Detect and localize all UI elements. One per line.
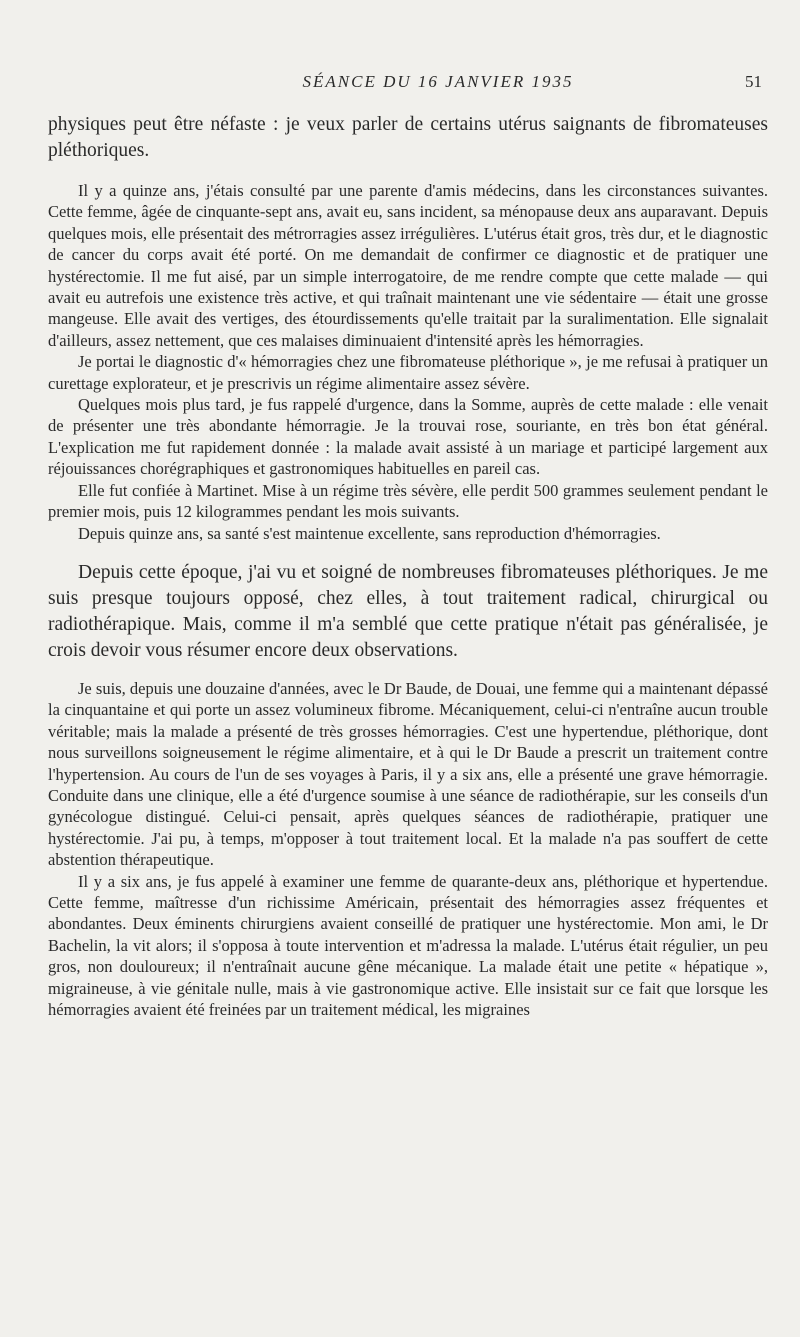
paragraph-diagnosis: Je portai le diagnostic d'« hémorragies chez une fibromateuse pléthorique », je me refusai à pratiquer un curettage explorateur, et je prescrivis un régime alimentaire assez sévère. xyxy=(48,352,768,393)
paragraph-recall: Quelques mois plus tard, je fus rappelé d'urgence, dans la Somme, auprès de cette malade : elle venait de présenter une très abondante hémorragie. Je la trouvai rose, souriante, en très bon état général. L'explication me fut rapidement donnée : la malade avait assisté à un mariage et participé largement aux réjouissances chorégraphiques et gastronomiques habituelles en pareil cas. xyxy=(48,395,768,479)
paragraph-continuation: physiques peut être néfaste : je veux parler de certains utérus saignants de fibromateuses pléthoriques. xyxy=(48,114,768,161)
body-text xyxy=(48,112,768,1020)
paragraph-transition: Depuis cette époque, j'ai vu et soigné de nombreuses fibromateuses pléthoriques. Je me suis presque toujours opposé, chez elles, à tout traitement radical, chirurgical ou radiothérapique. Mais, comme il m'a semblé que cette pratique n'était pas généralisée, je crois devoir vous résumer encore deux observations. xyxy=(48,561,768,661)
paragraph-case-3: Il y a six ans, je fus appelé à examiner une femme de quarante-deux ans, pléthorique et hypertendue. Cette femme, maîtresse d'un richissime Américain, présentait des hémorragies assez fréquentes et abondantes. Deux éminents chirurgiens avaient conseillé de pratiquer une hystérectomie. Mon ami, le Dr Bachelin, la vit alors; il s'opposa à toute intervention et m'adressa la malade. L'utérus était régulier, un peu gros, non douloureux; il n'entraînait aucune gêne mécanique. La malade était une petite « hépatique », migraineuse, à vie génitale nulle, mais à vie gastronomique active. Elle insistait sur ce fait que lorsque les hémorragies avaient été freinées par un traitement médical, les migraines xyxy=(48,871,768,1019)
paragraph-case-1: Il y a quinze ans, j'étais consulté par une parente d'amis médecins, dans les circonstances suivantes. Cette femme, âgée de cinquante-sept ans, avait eu, sans incident, sa ménopause deux ans auparavant. Depuis quelques mois, elle présentait des métrorragies assez irrégulières. L'utérus était gros, très dur, et le diagnostic de cancer du corps avait été porté. On me demandait de confirmer ce diagnostic et de pratiquer une hystérectomie. Il me fut aisé, par un simple interrogatoire, de me rendre compte que cette malade — qui avait eu autrefois une existence très active, et qui traînait maintenant une vie sédentaire — était une grosse mangeuse. Elle avait des vertiges, des étourdissements qu'elle traitait par la suralimentation. Elle signalait d'ailleurs, assez nettement, que ces malaises diminuaient d'intensité après les hémorragies. xyxy=(48,181,768,350)
page-header xyxy=(48,72,768,98)
paragraph-martinet: Elle fut confiée à Martinet. Mise à un régime très sévère, elle perdit 500 grammes seulement pendant le premier mois, puis 12 kilogrammes pendant les mois suivants. xyxy=(48,480,768,522)
page-number: 51 xyxy=(745,72,762,91)
paragraph-outcome: Depuis quinze ans, sa santé s'est maintenue excellente, sans reproduction d'hémorragies. xyxy=(78,523,661,543)
paragraph-case-2: Je suis, depuis une douzaine d'années, avec le Dr Baude, de Douai, une femme qui a maintenant dépassé la cinquantaine et qui porte un assez volumineux fibrome. Mécaniquement, celui-ci n'entraîne aucun trouble véritable; mais la malade a présenté de très grosses hémorragies. C'est une hypertendue, pléthorique, dont nous surveillons soigneusement le régime alimentaire, et à qui le Dr Baude a prescrit un traitement contre l'hypertension. Au cours de l'un de ses voyages à Paris, il y a six ans, elle a présenté une grave hémorragie. Conduite dans une clinique, elle a été d'urgence soumise à une séance de radiothérapie, sur les conseils d'un gynécologue distingué. Celui-ci pensait, après quelques séances de radiothérapie, pratiquer une hystérectomie. J'ai pu, à temps, m'opposer à tout traitement local. Et la malade n'a pas souffert de cette abstention thérapeutique. xyxy=(48,678,768,870)
running-title: SÉANCE DU 16 JANVIER 1935 xyxy=(302,72,574,91)
